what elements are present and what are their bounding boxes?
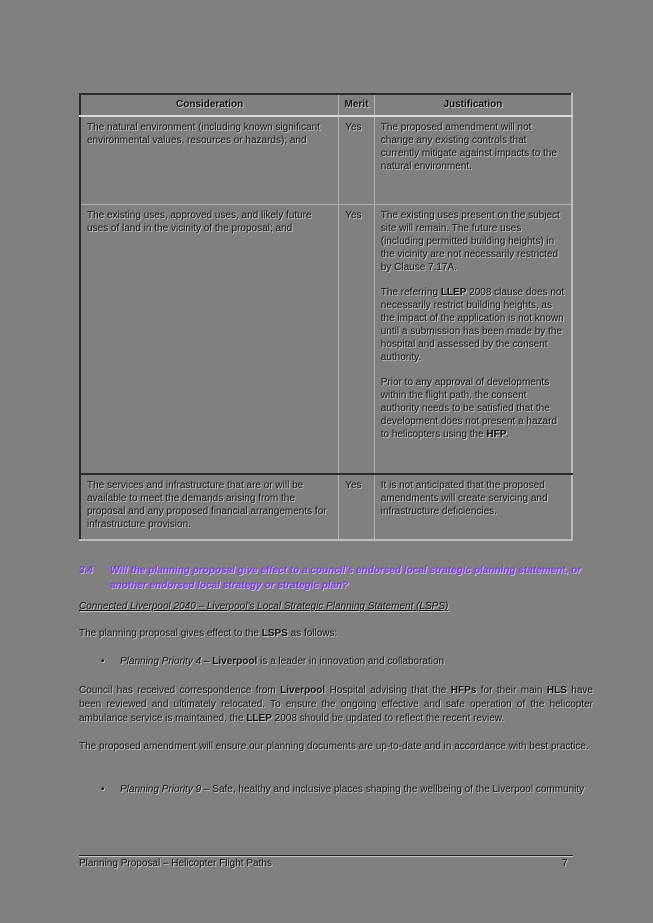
bold-term: HFPs bbox=[450, 685, 477, 696]
bullet-text bbox=[120, 655, 593, 669]
bullet-icon: • bbox=[101, 656, 105, 667]
priority-label: Planning Priority 4 bbox=[120, 656, 202, 667]
justification-text: Prior to any approval of developments within the flight path, the consent authority needs to be satisfied that the development does not present a hazard to helicopters using the HFP. bbox=[380, 376, 558, 440]
justification-paragraph: The existing uses present on the subject site will remain. The future uses (including permitted building heights) in the vicinity are not necessarily restricted by Clause 7.17A. bbox=[380, 209, 560, 273]
table-header-row bbox=[80, 94, 572, 116]
merit-cell: Yes bbox=[339, 474, 375, 540]
bullet-item bbox=[101, 783, 593, 797]
priority-label: Planning Priority 9 bbox=[120, 784, 202, 795]
intro-text: as follows: bbox=[287, 628, 338, 639]
text: Hospital advising that the bbox=[325, 685, 451, 696]
amendment-paragraph: The proposed amendment will ensure our planning documents are up-to-date and in accordance with best practice. bbox=[79, 741, 589, 752]
justification-paragraph: It is not anticipated that the proposed amendments will create servicing and infrastructure deficiencies. bbox=[380, 480, 548, 517]
dash: – bbox=[201, 656, 213, 667]
header-merit: Merit bbox=[339, 94, 375, 116]
justification-cell bbox=[374, 474, 572, 540]
table-row bbox=[80, 116, 572, 204]
priority-text: is a leader in innovation and collaboration bbox=[257, 656, 445, 667]
section-question: Will the planning proposal give effect to a council's endorsed local strategic planning statement, or another endorsed local strategy or strategic plan? bbox=[110, 565, 582, 591]
lsps-subheading: Connected Liverpool 2040 – Liverpool's Local Strategic Planning Statement (LSPS) bbox=[79, 601, 449, 612]
section-heading bbox=[79, 563, 599, 593]
text: for their main bbox=[476, 685, 547, 696]
section-number: 3.4 bbox=[79, 565, 93, 576]
header-justification: Justification bbox=[374, 94, 572, 116]
dash: – bbox=[201, 784, 213, 795]
footer-title: Planning Proposal – Helicopter Flight Paths bbox=[79, 858, 272, 869]
bold-term: HLS bbox=[546, 685, 567, 696]
table-row bbox=[80, 474, 572, 540]
bullet-icon: • bbox=[101, 784, 105, 795]
text: 2008 should be updated to reflect the recent review. bbox=[271, 713, 505, 724]
table-row bbox=[80, 204, 572, 474]
text: have been reviewed and ultimately relocated. To ensure the ongoing effective and safe operation of the helicopter ambulance service is maintained, the bbox=[79, 685, 593, 724]
council-paragraph bbox=[79, 684, 593, 726]
intro-text: The planning proposal gives effect to the bbox=[79, 628, 262, 639]
consideration-cell: The services and infrastructure that are or will be available to meet the demands arising from the proposal and any proposed financial arrangements for infrastructure provision. bbox=[80, 474, 339, 540]
bold-term: LLEP bbox=[246, 713, 272, 724]
consideration-cell: The existing uses, approved uses, and likely future uses of land in the vicinity of the proposal; and bbox=[80, 204, 339, 474]
bold-term: Liverpool bbox=[280, 685, 326, 696]
justification-text: The referring LLEP 2008 clause does not necessarily restrict building heights, as the impact of the application is not known until a submission has been made by the hospital and assessed by the consent authority. bbox=[380, 286, 565, 363]
priority-text: Safe, healthy and inclusive places shaping the wellbeing of the Liverpool community bbox=[212, 784, 585, 795]
justification-paragraph bbox=[381, 286, 565, 364]
justification-cell bbox=[374, 116, 572, 204]
bullet-item bbox=[101, 655, 593, 669]
bold-term: Liverpool bbox=[212, 656, 258, 667]
consideration-cell: The natural environment (including known significant environmental values, resources or hazards); and bbox=[80, 116, 339, 204]
justification-paragraph bbox=[381, 376, 565, 441]
bullet-text bbox=[120, 783, 593, 797]
intro-paragraph bbox=[79, 627, 593, 641]
considerations-table bbox=[79, 93, 573, 541]
merit-cell: Yes bbox=[339, 204, 375, 474]
justification-paragraph: The proposed amendment will not change any existing controls that currently mitigate against impacts to the natural environment. bbox=[380, 122, 557, 172]
intro-bold: LSPS bbox=[261, 628, 288, 639]
header-consideration: Consideration bbox=[80, 94, 339, 116]
text: Council has received correspondence from bbox=[79, 685, 281, 696]
justification-cell bbox=[374, 204, 572, 474]
merit-cell: Yes bbox=[339, 116, 375, 204]
page-number: 7 bbox=[562, 858, 568, 869]
